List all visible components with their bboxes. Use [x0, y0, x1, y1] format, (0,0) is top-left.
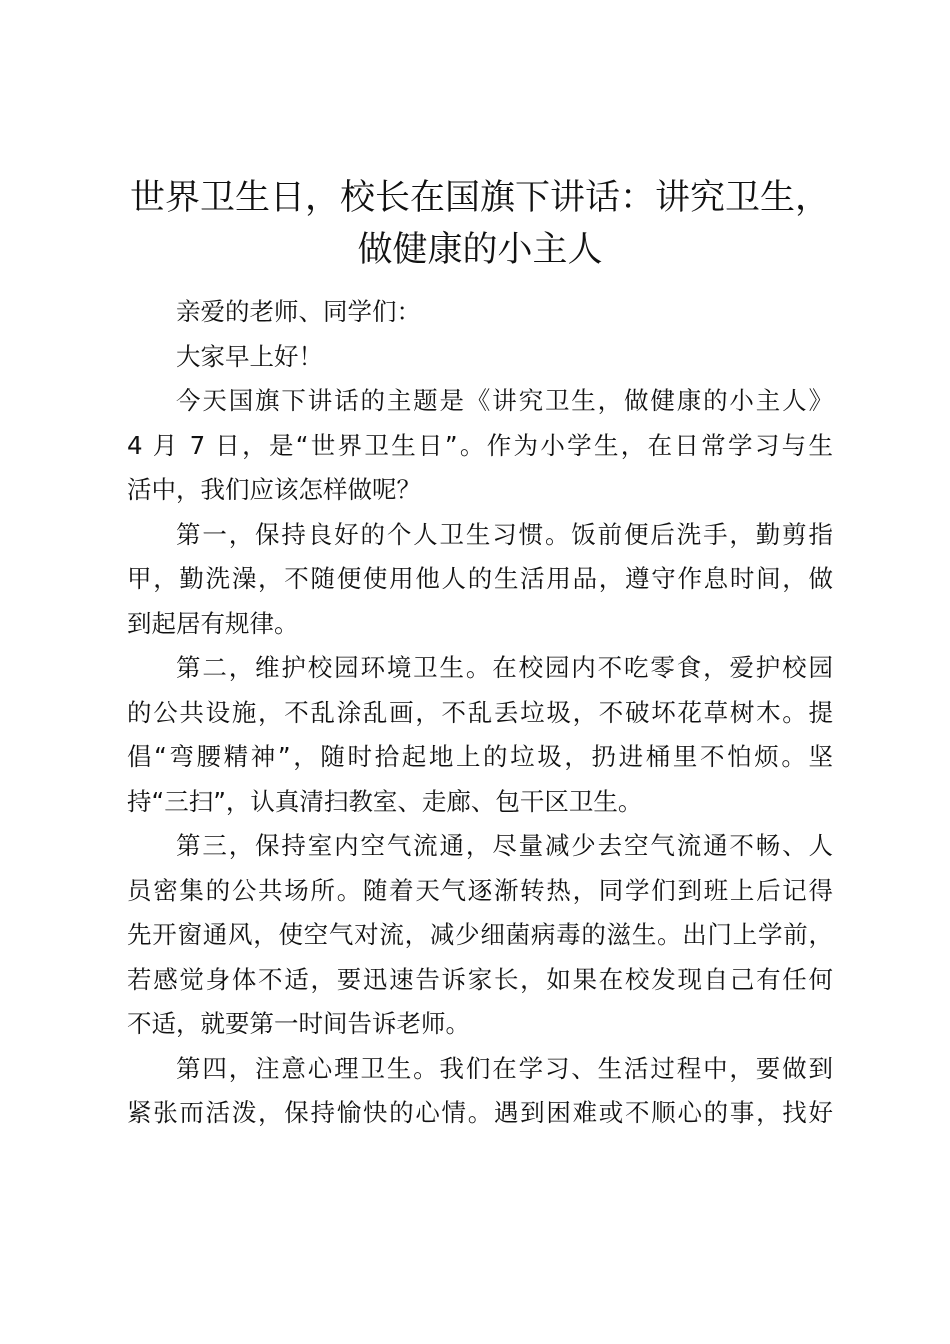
title-line-1: 世界卫生日，校长在国旗下讲话：讲究卫生，: [129, 178, 830, 218]
paragraph-line: 先开窗通风，使空气对流，减少细菌病毒的滋生。出门上学前，: [127, 920, 833, 949]
paragraph-line: 第二，维护校园环境卫生。在校园内不吃零食，爱护校园: [176, 653, 833, 682]
point-two-paragraph: [127, 646, 833, 824]
paragraph-line: 大家早上好！: [176, 341, 323, 371]
document-body: [127, 290, 833, 1136]
document-title: [127, 172, 833, 276]
paragraph-line: 第一，保持良好的个人卫生习惯。饭前便后洗手，勤剪指: [176, 519, 833, 549]
point-one-paragraph: [127, 513, 833, 647]
paragraph-line: 活中，我们应该怎样做呢？: [127, 475, 421, 504]
intro-paragraph: [127, 379, 833, 513]
paragraph-line: 员密集的公共场所。随着天气逐渐转热，同学们到班上后记得: [127, 875, 833, 905]
point-four-paragraph: [127, 1047, 833, 1136]
paragraph-line: 到起居有规律。: [127, 608, 299, 638]
paragraph-line: 倡“弯腰精神”，随时拾起地上的垃圾，扔进桶里不怕烦。坚: [127, 742, 833, 771]
document-page: [127, 172, 833, 1136]
paragraph-line: 不适，就要第一时间告诉老师。: [127, 1009, 470, 1038]
paragraph-line: 亲爱的老师、同学们：: [176, 297, 421, 326]
point-three-paragraph: [127, 824, 833, 1047]
greeting-paragraph: [127, 290, 833, 335]
salutation-paragraph: [127, 335, 833, 380]
paragraph-line: 今天国旗下讲话的主题是《讲究卫生，做健康的小主人》: [176, 386, 833, 415]
paragraph-line: 若感觉身体不适，要迅速告诉家长，如果在校发现自己有任何: [127, 964, 833, 994]
paragraph-line: 的公共设施，不乱涂乱画，不乱丢垃圾，不破坏花草树木。提: [127, 697, 833, 727]
title-line-2: 做健康的小主人: [357, 230, 603, 270]
paragraph-line: 第四，注意心理卫生。我们在学习、生活过程中，要做到: [176, 1053, 833, 1083]
paragraph-line: 甲，勤洗澡，不随便使用他人的生活用品，遵守作息时间，做: [127, 564, 833, 593]
paragraph-line: 紧张而活泼，保持愉快的心情。遇到困难或不顺心的事，找好: [127, 1098, 833, 1127]
paragraph-line: 4 月 7 日，是“世界卫生日”。作为小学生，在日常学习与生: [127, 430, 833, 460]
paragraph-line: 持“三扫”，认真清扫教室、走廊、包干区卫生。: [127, 786, 643, 816]
paragraph-line: 第三，保持室内空气流通，尽量减少去空气流通不畅、人: [176, 831, 833, 860]
